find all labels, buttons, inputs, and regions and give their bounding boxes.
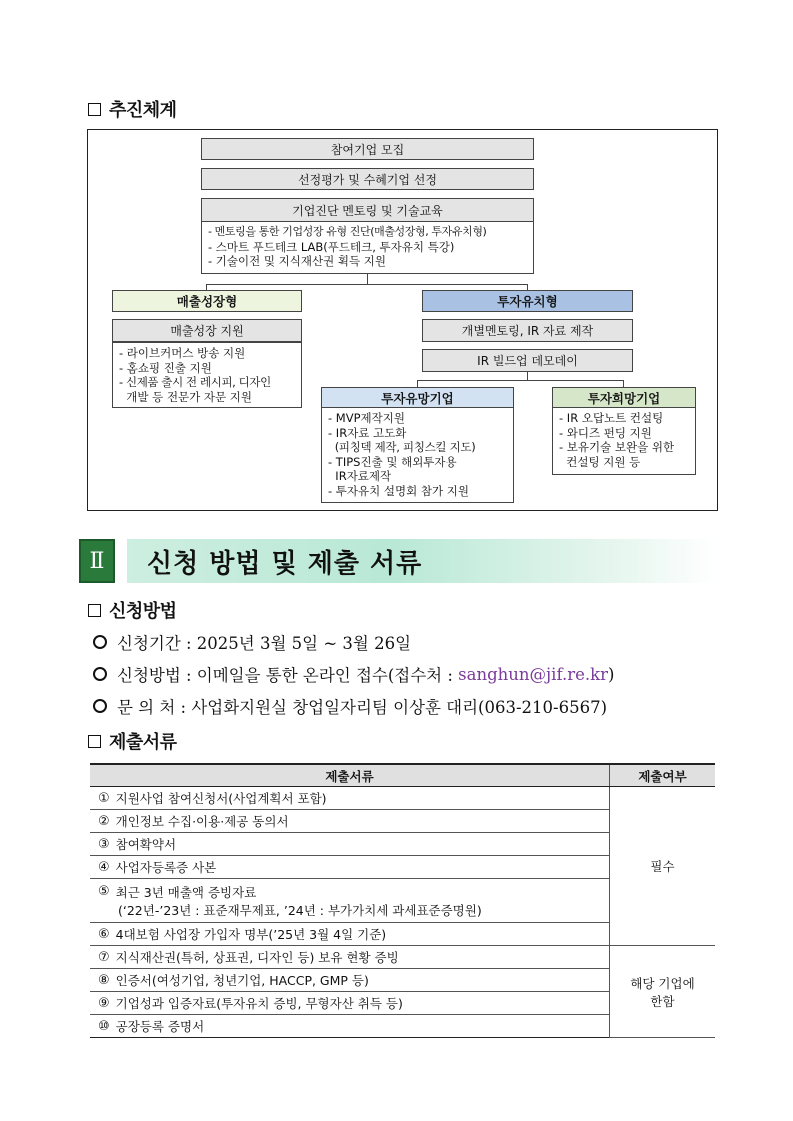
square-bullet-icon <box>88 735 101 748</box>
table-row <box>90 787 715 810</box>
list-item: - 홈쇼핑 진출 지원 <box>119 360 212 375</box>
section-title-method: 신청방법 <box>88 597 177 623</box>
hopeful-company-head: 투자희망기업 <box>552 387 696 408</box>
row-number: ⑨ <box>98 995 110 1011</box>
connector-line <box>527 372 528 380</box>
selection-box: 선정평가 및 수혜기업 선정 <box>201 168 534 190</box>
list-item: - 기술이전 및 지식재산권 획득 지원 <box>208 254 386 268</box>
doc-name: 인증서(여성기업, 청년기업, HACCP, GMP 등) <box>115 973 369 988</box>
doc-name: 참여확약서 <box>115 837 177 852</box>
sales-type-head: 매출성장형 <box>112 290 302 312</box>
mentoring-box: 개별멘토링, IR 자료 제작 <box>422 319 633 342</box>
row-number: ④ <box>98 859 110 875</box>
row-number: ① <box>98 790 110 806</box>
doc-name: 공장등록 증명서 <box>115 1019 205 1034</box>
connector-line <box>417 380 418 387</box>
doc-detail: (‘22년-’23년 : 표준재무제표, ’24년 : 부가가치세 과세표준증명원) <box>118 902 482 918</box>
col-header-docs: 제출서류 <box>90 764 610 787</box>
doc-name: 지원사업 참여신청서(사업계획서 포함) <box>115 791 327 806</box>
recruit-box: 참여기업 모집 <box>201 138 534 160</box>
connector-line <box>367 274 368 284</box>
chapter-number-badge: Ⅱ <box>79 539 115 583</box>
conditional-cell: 해당 기업에 한함 <box>610 946 716 1038</box>
sales-list <box>112 342 302 408</box>
section-title-docs: 제출서류 <box>88 728 177 754</box>
circle-bullet-icon <box>93 699 107 713</box>
required-cell: 필수 <box>610 787 716 946</box>
list-item: - TIPS진출 및 해외투자용 <box>328 454 457 469</box>
row-number: ⑩ <box>98 1018 110 1034</box>
connector-line <box>623 380 624 387</box>
connector-line <box>417 380 624 381</box>
row-number: ⑧ <box>98 972 110 988</box>
square-bullet-icon <box>88 604 101 617</box>
row-number: ⑦ <box>98 949 110 965</box>
col-header-required: 제출여부 <box>610 764 716 787</box>
table-row <box>90 946 715 969</box>
list-item: - 신제품 출시 전 레시피, 디자인 <box>119 375 271 389</box>
row-number: ⑤ <box>98 884 110 899</box>
doc-name: 기업성과 입증자료(투자유치 증빙, 무형자산 취득 등) <box>115 996 403 1011</box>
hopeful-list <box>552 407 696 475</box>
doc-name: 사업자등록증 사본 <box>115 860 217 875</box>
list-item: IR자료제작 <box>328 469 392 483</box>
circle-bullet-icon <box>93 667 107 681</box>
demoday-box: IR 빌드업 데모데이 <box>422 349 633 372</box>
table-header-row <box>90 764 715 787</box>
promising-list <box>321 407 514 503</box>
invest-type-head: 투자유치형 <box>422 290 633 312</box>
list-item: - 스마트 푸드테크 LAB(푸드테크, 투자유치 특강) <box>208 239 455 254</box>
chapter-banner <box>127 539 717 583</box>
row-number: ⑥ <box>98 926 110 942</box>
sales-support-box: 매출성장 지원 <box>112 319 302 342</box>
email-link[interactable]: sanghun@jif.re.kr <box>458 664 608 684</box>
method-how: 신청방법 : 이메일을 통한 온라인 접수(접수처 : sanghun@jif.re.kr ) <box>93 662 614 686</box>
method-period: 신청기간 : 2025년 3월 5일 ~ 3월 26일 <box>93 630 411 654</box>
documents-table <box>90 763 715 1038</box>
connector-line <box>206 284 528 285</box>
doc-name: 개인정보 수집·이용·제공 동의서 <box>115 814 289 829</box>
doc-name: 4대보험 사업장 가입자 명부(’25년 3월 4일 기준) <box>115 927 387 942</box>
diagnosis-title-box: 기업진단 멘토링 및 기술교육 <box>201 198 534 222</box>
list-item: - MVP제작지원 <box>328 411 405 425</box>
diagnosis-list <box>201 221 534 274</box>
row-number: ② <box>98 813 110 829</box>
doc-name: 지식재산권(특허, 상표권, 디자인 등) 보유 현황 증빙 <box>115 950 399 965</box>
list-item: - 라이브커머스 방송 지원 <box>119 346 246 360</box>
circle-bullet-icon <box>93 635 107 649</box>
list-item: - 와디즈 펀딩 지원 <box>559 425 652 440</box>
list-item: - IR자료 고도화 <box>328 425 407 440</box>
row-number: ③ <box>98 836 110 852</box>
method-contact: 문 의 처 : 사업화지원실 창업일자리팀 이상훈 대리(063-210-6567) <box>93 694 607 718</box>
doc-name: 최근 3년 매출액 증빙자료 <box>115 884 257 900</box>
list-item: 컨설팅 지원 등 <box>559 454 641 469</box>
list-item: 개발 등 전문가 자문 지원 <box>119 389 253 404</box>
list-item: (피칭덱 제작, 피칭스킬 지도) <box>328 440 476 454</box>
list-item: - IR 오답노트 컨설팅 <box>559 411 664 425</box>
square-bullet-icon <box>88 103 101 116</box>
promising-company-head: 투자유망기업 <box>321 387 514 408</box>
list-item: - 투자유치 설명회 참가 지원 <box>328 483 469 498</box>
section-title-promo: 추진체계 <box>88 96 177 122</box>
chapter-title: 신청 방법 및 제출 서류 <box>147 548 423 579</box>
list-item: - 보유기술 보완을 위한 <box>559 440 675 454</box>
list-item: - 멘토링을 통한 기업성장 유형 진단(매출성장형, 투자유치형) <box>208 225 487 238</box>
